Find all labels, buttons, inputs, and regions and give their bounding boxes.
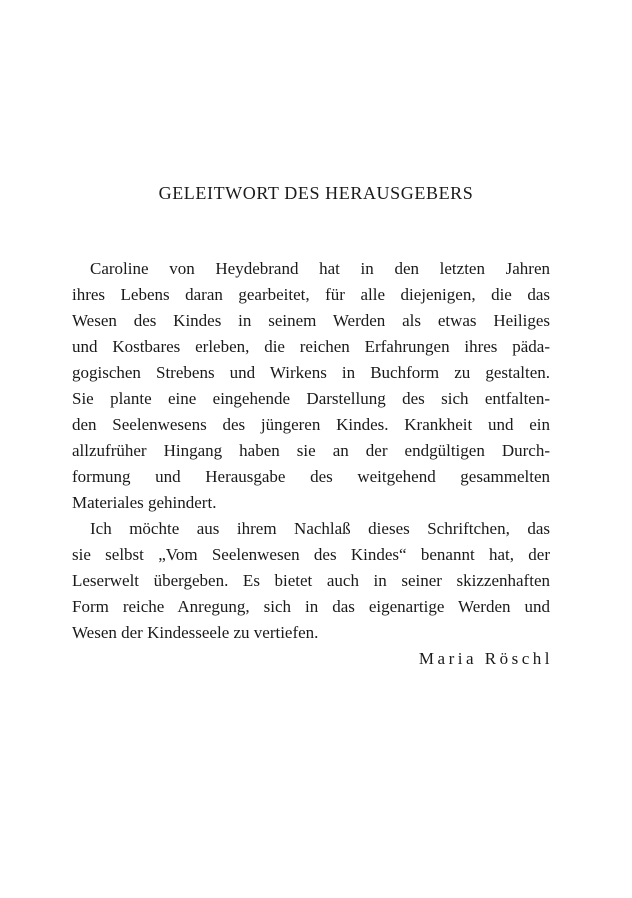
page-title: GELEITWORT DES HERAUSGEBERS bbox=[158, 183, 474, 203]
text-line: Leserwelt übergeben. Es bietet auch in seiner skizzenhaften bbox=[72, 571, 550, 590]
text-line: sie selbst „Vom Seelenwesen des Kindes“ benannt hat, der bbox=[72, 545, 550, 564]
text-line: den Seelenwesens des jüngeren Kindes. Krankheit und ein bbox=[72, 415, 550, 434]
text-line: allzufrüher Hingang haben sie an der endgültigen Durch- bbox=[72, 441, 550, 460]
text-line: Materiales gehindert. bbox=[72, 493, 217, 512]
text-line: Form reiche Anregung, sich in das eigenartige Werden und bbox=[72, 597, 550, 616]
foreword-text bbox=[72, 256, 553, 672]
text-line: ihres Lebens daran gearbeitet, für alle diejenigen, die das bbox=[72, 285, 550, 304]
text-line: gogischen Strebens und Wirkens in Buchform zu gestalten. bbox=[72, 363, 550, 382]
text-line: Ich möchte aus ihrem Nachlaß dieses Schriftchen, das bbox=[90, 519, 550, 538]
signature: Maria Röschl bbox=[418, 649, 553, 668]
text-line: Caroline von Heydebrand hat in den letzten Jahren bbox=[90, 259, 550, 278]
text-line: Wesen des Kindes in seinem Werden als etwas Heiliges bbox=[72, 311, 550, 330]
text-line: Sie plante eine eingehende Darstellung des sich entfalten- bbox=[72, 389, 550, 408]
text-line: Wesen der Kindesseele zu vertiefen. bbox=[72, 623, 319, 642]
text-line: und Kostbares erleben, die reichen Erfahrungen ihres päda- bbox=[72, 337, 550, 356]
text-line: formung und Herausgabe des weitgehend gesammelten bbox=[72, 467, 550, 486]
